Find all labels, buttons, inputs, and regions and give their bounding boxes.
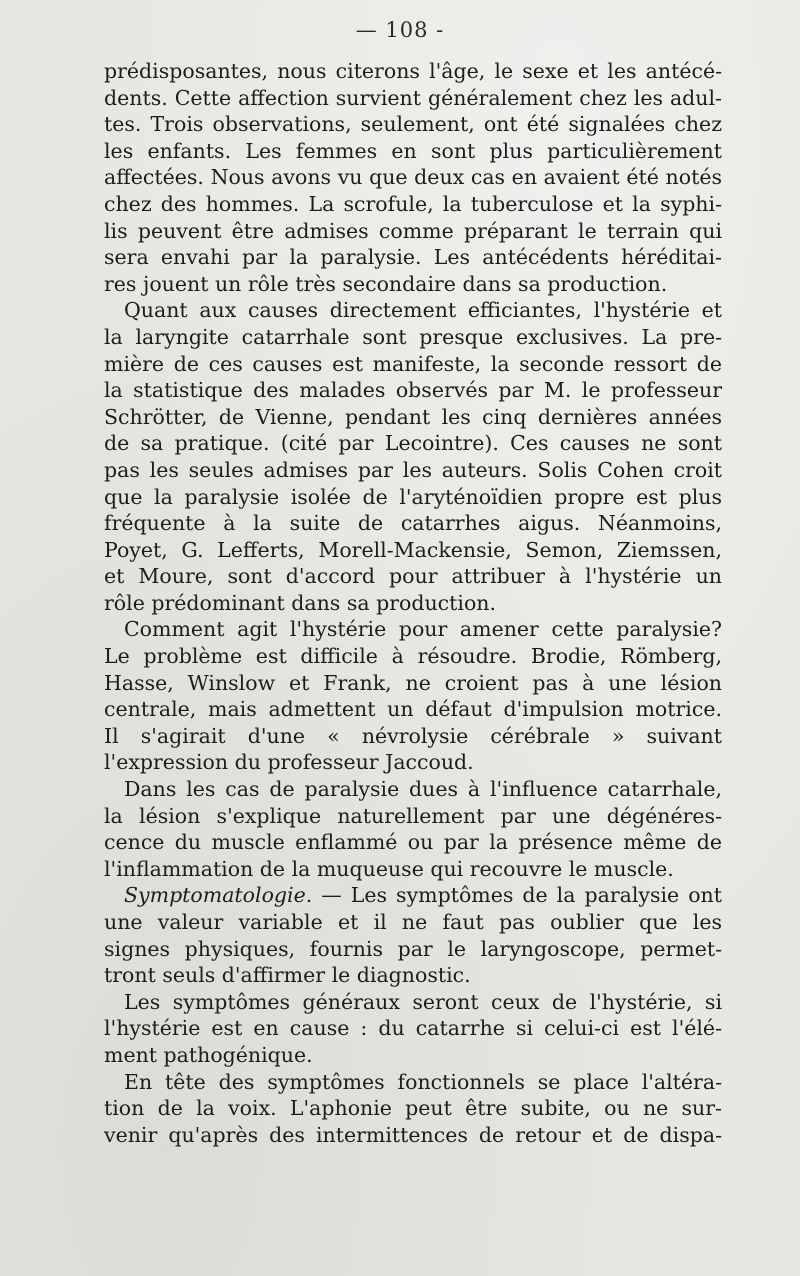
body-text [104, 58, 722, 1148]
text-line: affectées. Nous avons vu que deux cas en avaient été notés [104, 165, 722, 190]
paragraph-catarrhal-influence [104, 776, 722, 882]
text-line: l'expression du professeur Jaccoud. [104, 750, 474, 775]
text-line: pas les seules admises par les auteurs. Solis Cohen croit [104, 457, 722, 482]
text-line: l'hystérie est en cause : du catarrhe si celui-ci est l'élé- [104, 1016, 722, 1041]
text-line-fragment: — Les symptômes de la paralysie ont [312, 883, 722, 908]
paragraph-predisposing-causes [104, 58, 722, 297]
text-line: En tête des symptômes fonctionnels se place l'altéra- [124, 1069, 722, 1094]
text-line: Comment agit l'hystérie pour amener cette paralysie? [124, 617, 722, 642]
text-line: mière de ces causes est manifeste, la seconde ressort de [104, 351, 722, 376]
text-line: res jouent un rôle très secondaire dans sa production. [104, 271, 668, 296]
paragraph-efficient-causes [104, 297, 722, 616]
text-line: tes. Trois observations, seulement, ont été signalées chez [104, 112, 722, 137]
text-line: de sa pratique. (cité par Lecointre). Ces causes ne sont [104, 431, 722, 456]
text-line: Dans les cas de paralysie dues à l'influence catarrhale, [124, 777, 722, 802]
text-line: une valeur variable et il ne faut pas oublier que les [104, 910, 722, 934]
text-line: lis peuvent être admises comme préparant le terrain qui [104, 218, 722, 243]
text-line: Le problème est difficile à résoudre. Brodie, Römberg, [104, 644, 722, 669]
text-line: Quant aux causes directement efficiantes, l'hystérie et [124, 298, 722, 323]
page-number: — 108 - [355, 18, 445, 42]
text-line: Il s'agirait d'une « névrolysie cérébrale » suivant [104, 723, 722, 748]
text-line: fréquente à la suite de catarrhes aigus. Néanmoins, [104, 511, 722, 536]
text-line: rôle prédominant dans sa production. [104, 590, 497, 615]
text-line: Hasse, Winslow et Frank, ne croient pas à une lésion [104, 670, 722, 695]
text-line: Les symptômes généraux seront ceux de l'hystérie, si [124, 989, 722, 1014]
text-line: Poyet, G. Lefferts, Morell-Mackensie, Semon, Ziemssen, [104, 537, 722, 562]
section-heading-symptomatology: Symptomatologie. [124, 883, 313, 908]
text-line: la lésion s'explique naturellement par une dégénéres- [104, 803, 722, 828]
text-line [104, 882, 722, 909]
text-line: signes physiques, fournis par le laryngoscope, permet- [104, 936, 722, 961]
text-line: les enfants. Les femmes en sont plus particulièrement [104, 138, 722, 163]
text-line: centrale, mais admettent un défaut d'impulsion motrice. [104, 697, 722, 722]
paragraph-symptomatology [104, 882, 722, 988]
paragraph-functional-symptoms [104, 1069, 722, 1149]
text-line: l'inflammation de la muqueuse qui recouvre le muscle. [104, 856, 674, 881]
text-line: la laryngite catarrhale sont presque exclusives. La pre- [104, 324, 722, 349]
text-line: chez des hommes. La scrofule, la tuberculose et la syphi- [104, 191, 722, 216]
text-line: tion de la voix. L'aphonie peut être subite, ou ne sur- [104, 1096, 722, 1121]
text-line: dents. Cette affection survient généralement chez les adul- [104, 85, 722, 110]
text-line: Schrötter, de Vienne, pendant les cinq dernières années [104, 404, 722, 429]
text-line: cence du muscle enflammé ou par la présence même de [104, 830, 722, 855]
text-line: la statistique des malades observés par M. le professeur [104, 378, 722, 403]
paragraph-general-symptoms [104, 989, 722, 1069]
text-line: et Moure, sont d'accord pour attribuer à l'hystérie un [104, 564, 722, 589]
text-line: venir qu'après des intermittences de retour et de dispa- [104, 1122, 722, 1147]
text-line: ment pathogénique. [104, 1042, 313, 1067]
text-line: sera envahi par la paralysie. Les antécédents héréditai- [104, 245, 722, 270]
text-line: tront seuls d'affirmer le diagnostic. [104, 963, 471, 988]
paragraph-hysteria-mechanism [104, 616, 722, 776]
text-line: prédisposantes, nous citerons l'âge, le sexe et les antécé- [104, 59, 722, 83]
text-line: que la paralysie isolée de l'aryténoïdien propre est plus [104, 484, 722, 509]
